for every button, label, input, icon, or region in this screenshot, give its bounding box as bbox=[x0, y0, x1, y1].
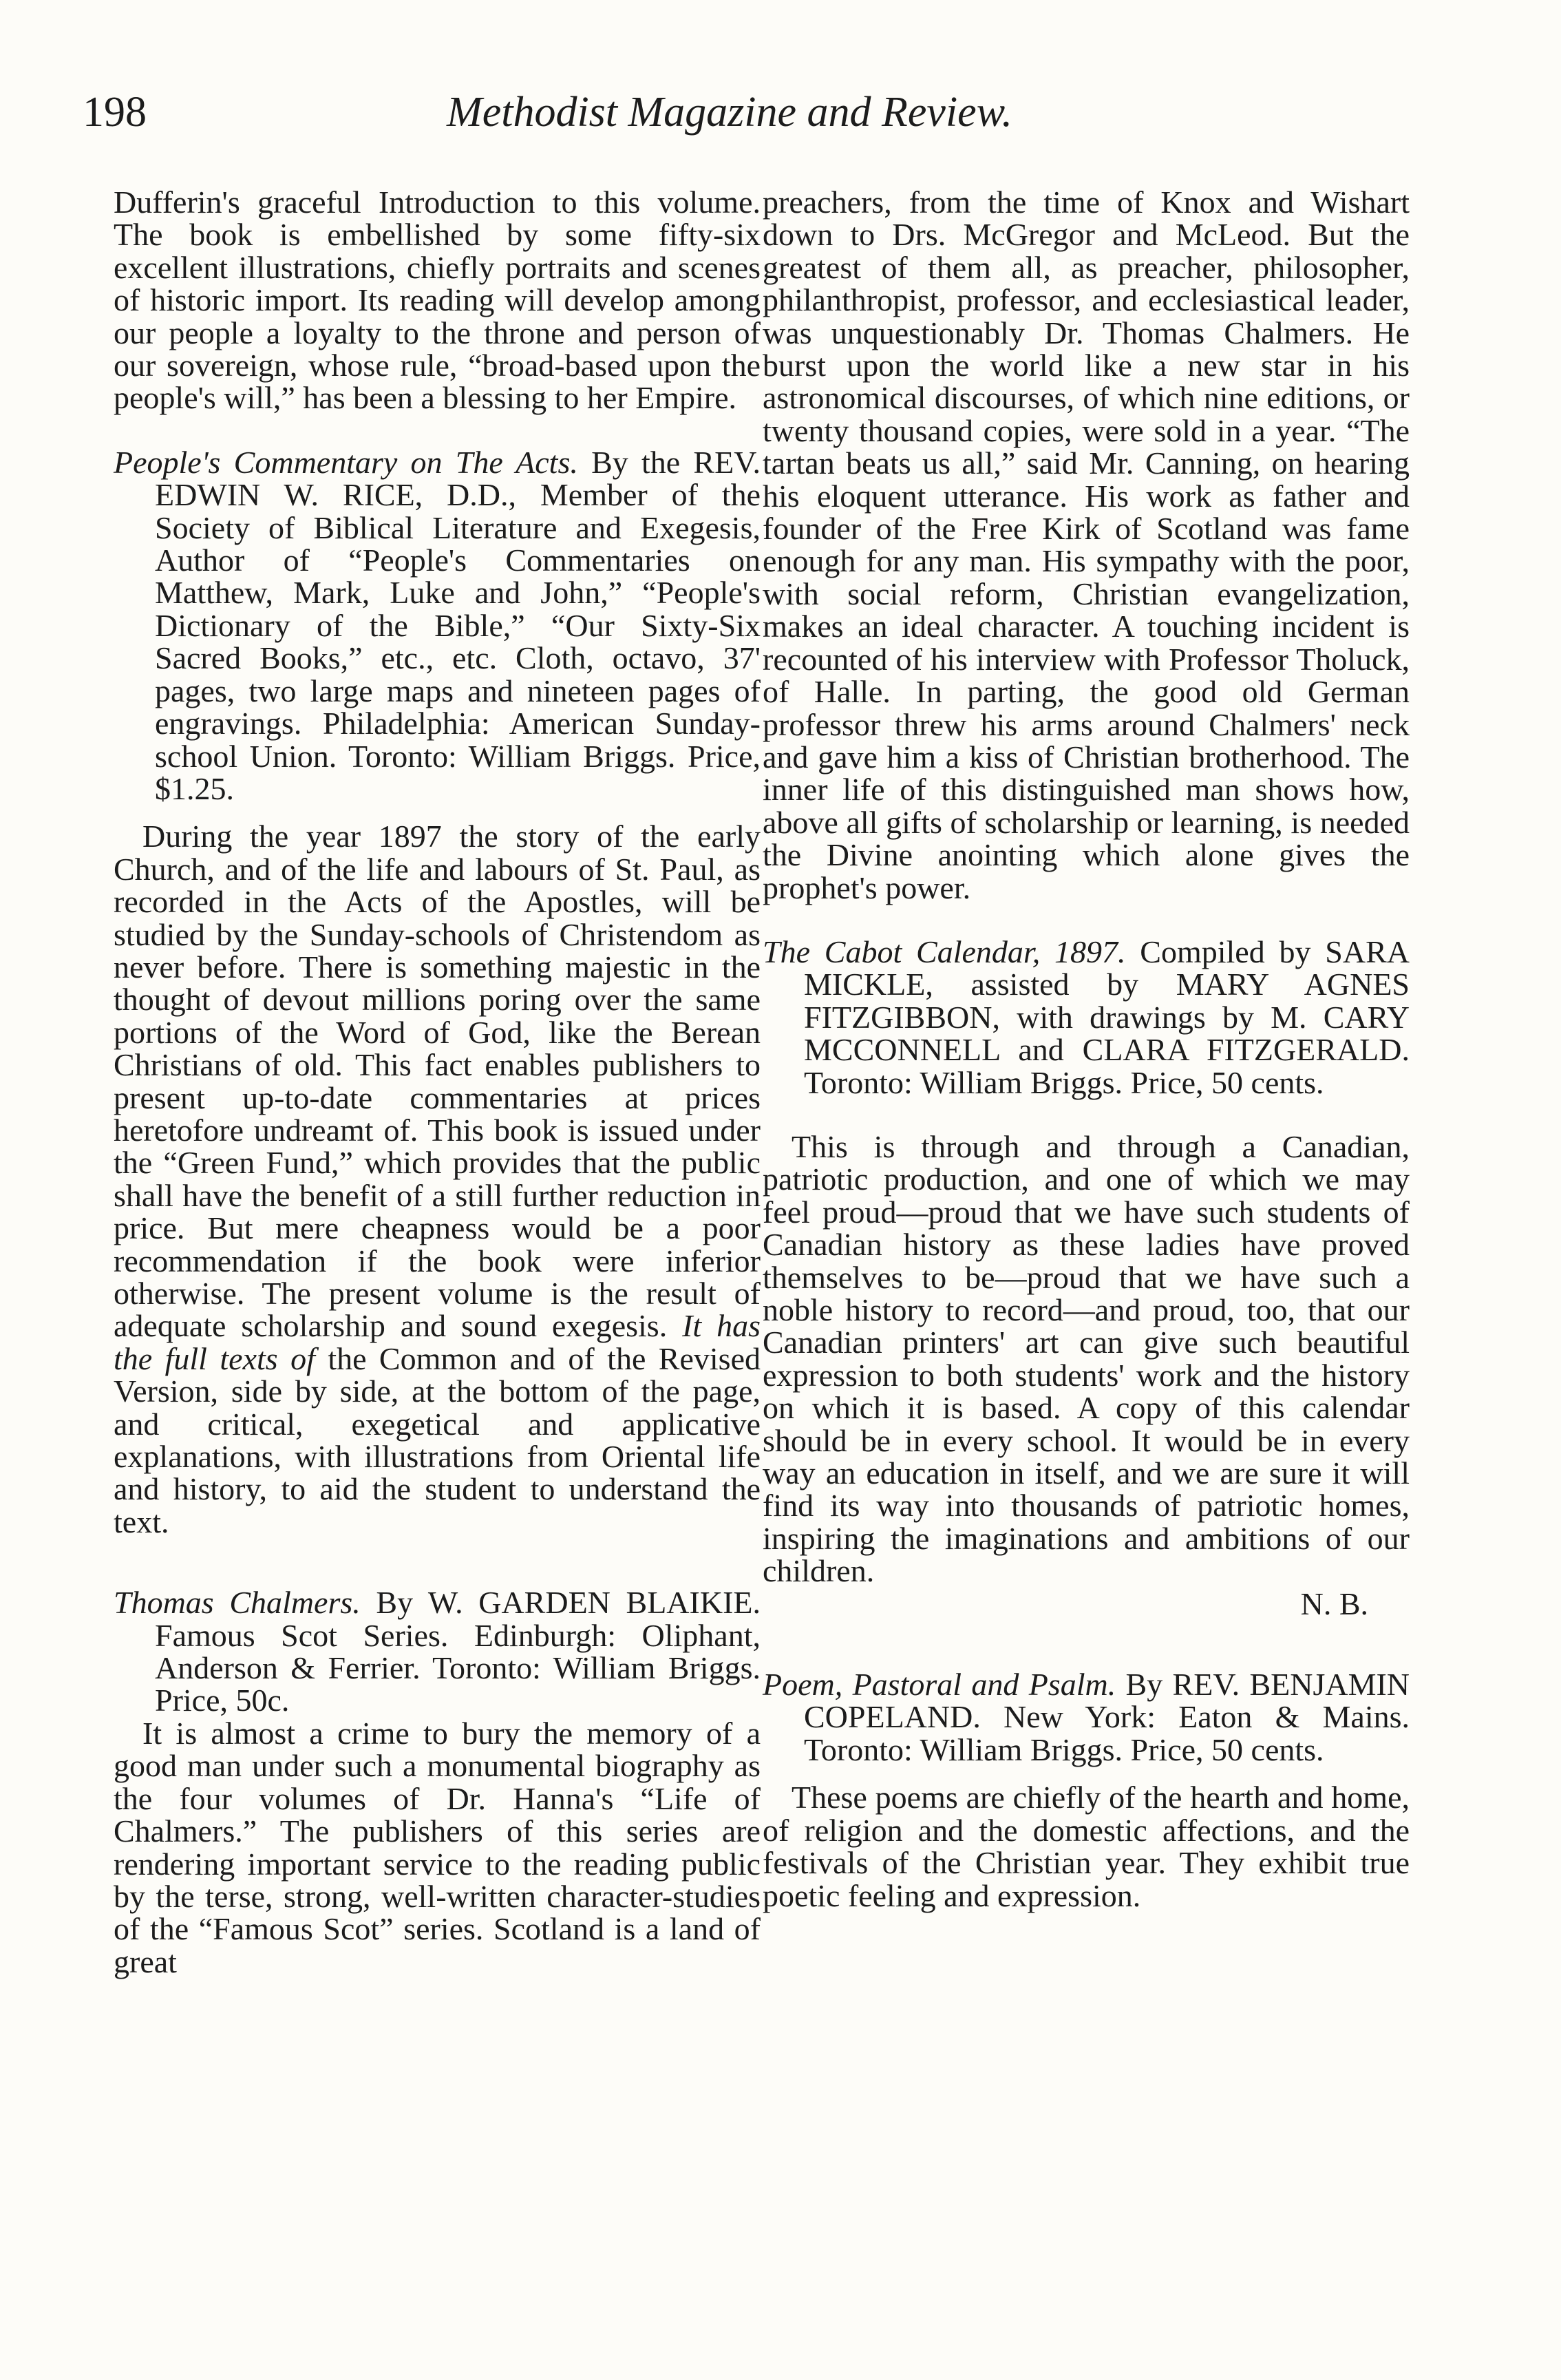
page-number: 198 bbox=[83, 89, 147, 136]
book-title: Poem, Pastoral and Psalm. bbox=[763, 1667, 1116, 1703]
page-header bbox=[83, 81, 1377, 143]
book-details: By REV. BENJAMIN COPELAND. New York: Eaton & Mains. Toronto: William Briggs. Price, 50 cents. bbox=[804, 1667, 1410, 1767]
running-title: Methodist Magazine and Review. bbox=[447, 89, 1012, 136]
review-paragraph bbox=[114, 820, 761, 1538]
review-paragraph: This is through and through a Canadian, patriotic production, and one of which we may feel proud—proud that we have such students of Canadian history as these ladies have proved themselves to be—proud that we have such a noble history to record—and proud, too, that our Canadian printers' art can give such beautiful expression to both students' work and the history on which it is based. A copy of this calendar should be in every school. It would be in every way an education in itself, and we are sure it will find its way into thousands of patriotic homes, inspiring the imaginations and ambitions of our children. bbox=[763, 1128, 1410, 1589]
review-emphasis: It has the full texts of bbox=[114, 1308, 761, 1376]
continued-paragraph: Dufferin's graceful Introduction to this volume. The book is embellished by some fifty-six excellent illustrations, chiefly portraits and scenes of historic import. Its reading will develop among our people a loyalty to the throne and person of our sovereign, whose rule, “broad-based upon the people's will,” has been a blessing to her Empire. bbox=[114, 185, 761, 416]
review-paragraph: These poems are chiefly of the hearth and home, of religion and the domestic affections, and the festivals of the Christian year. They exhibit true poetic feeling and expression. bbox=[763, 1780, 1410, 1913]
book-notice-peoples-commentary bbox=[114, 446, 761, 805]
book-title: People's Commentary on The Acts. bbox=[114, 444, 578, 480]
review-text-tail: the Common and of the Revised Version, side by side, at the bottom of the page, and critical, exegetical and applicative explanations, with illustrations from Oriental life and history, to aid the student to understand the text. bbox=[114, 1340, 761, 1539]
review-text: During the year 1897 the story of the early Church, and of the life and labours of St. Paul, as recorded in the Acts of the Apostles, will be studied by the Sunday-schools of Christendom as never before. There is something majestic in the thought of devout millions poring over the same portions of the Word of God, like the Berean Christians of old. This fact enables publishers to present up-to-date commentaries at prices heretofore undreamt of. This book is issued under the “Green Fund,” which provides that the public shall have the benefit of a still further reduction in price. But mere cheapness would be a poor recommendation if the book were inferior otherwise. The present volume is the result of adequate scholarship and sound exegesis. bbox=[114, 819, 761, 1344]
left-column bbox=[114, 186, 761, 1978]
book-details: Compiled by SARA MICKLE, assisted by MARY AGNES FITZGIBBON, with drawings by M. CARY MCCONNELL and CLARA FITZGERALD. Toronto: William Briggs. Price, 50 cents. bbox=[804, 934, 1410, 1100]
right-column bbox=[763, 186, 1410, 1912]
review-paragraph: It is almost a crime to bury the memory of a good man under such a monumental biography as the four volumes of Dr. Hanna's “Life of Chalmers.” The publishers of this series are rendering important service to the reading public by the terse, strong, well-written character-studies of the “Famous Scot” series. Scotland is a land of great bbox=[114, 1715, 761, 1979]
book-details: By the REV. EDWIN W. RICE, D.D., Member of the Society of Biblical Literature and Exegesis, Author of “People's Commentaries on Matthew, Mark, Luke and John,” “People's Dictionary of the Bible,” “Our Sixty-Six Sacred Books,” etc., etc. Cloth, octavo, 37' pages, two large maps and nineteen pages of engravings. Philadelphia: American Sunday-school Union. Toronto: William Briggs. Price, $1.25. bbox=[155, 444, 761, 806]
reviewer-signature: N. B. bbox=[1300, 1586, 1368, 1621]
book-title: The Cabot Calendar, 1897. bbox=[763, 934, 1126, 969]
continued-paragraph: preachers, from the time of Knox and Wishart down to Drs. McGregor and McLeod. But the greatest of them all, as preacher, philosopher, philanthropist, professor, and ecclesiastical leader, was unquestionably Dr. Thomas Chalmers. He burst upon the world like a new star in his astronomical discourses, of which nine editions, or twenty thousand copies, were sold in a year. “The tartan beats us all,” said Mr. Canning, on hearing his eloquent utterance. His work as father and founder of the Free Kirk of Scotland was fame enough for any man. His sympathy with the poor, with social reform, Christian evangelization, makes an ideal character. A touching incident is recounted of his interview with Professor Tholuck, of Halle. In parting, the good old German professor threw his arms around Chalmers' neck and gave him a kiss of Christian brotherhood. The inner life of this distinguished man shows how, above all gifts of scholarship or learning, is needed the Divine anointing which alone gives the prophet's power. bbox=[763, 185, 1410, 905]
book-notice-thomas-chalmers bbox=[114, 1586, 761, 1717]
book-details: By W. GARDEN BLAIKIE. Famous Scot Series. Edinburgh: Oliphant, Anderson & Ferrier. Toronto: William Briggs. Price, 50c. bbox=[155, 1585, 761, 1718]
book-title: Thomas Chalmers. bbox=[114, 1585, 361, 1621]
book-notice-poem-pastoral-psalm bbox=[763, 1668, 1410, 1766]
book-notice-cabot-calendar bbox=[763, 936, 1410, 1099]
